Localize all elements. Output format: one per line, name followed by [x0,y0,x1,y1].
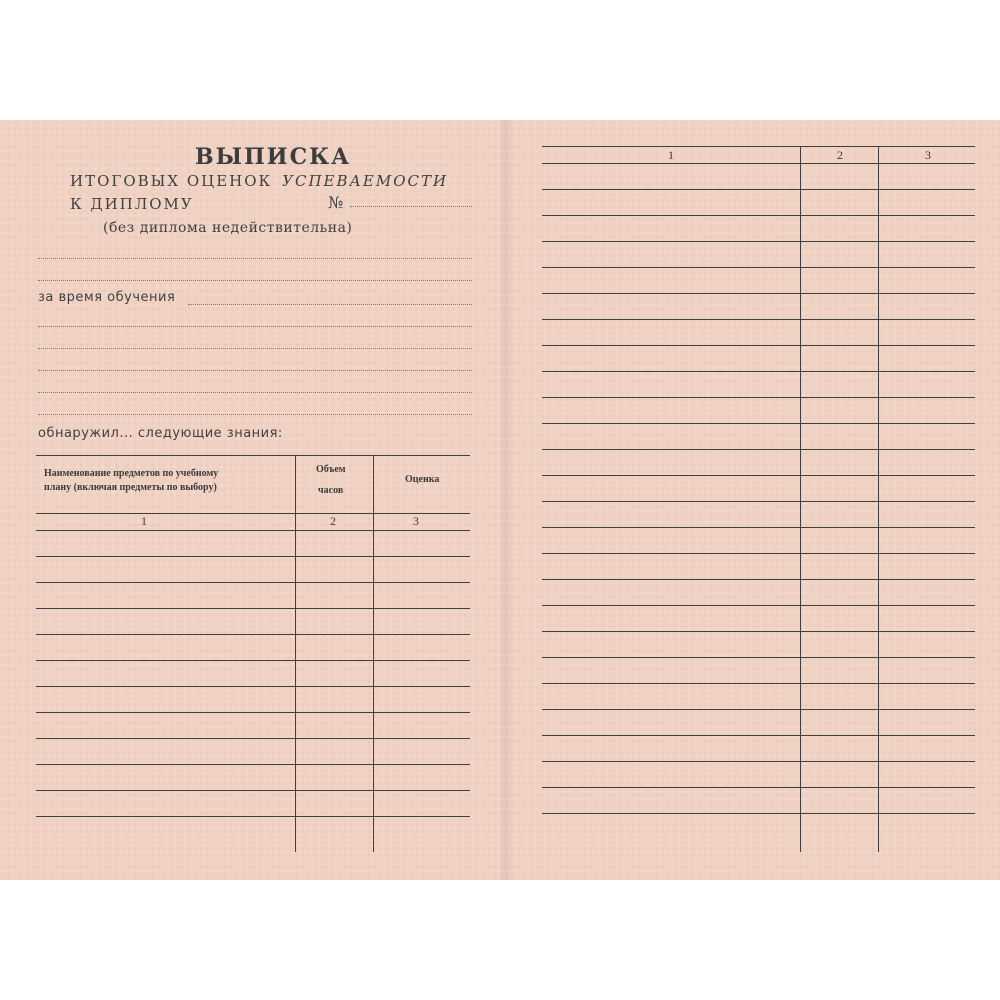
table-row-line [36,634,470,635]
table-row-line [36,530,470,531]
col3-header: Оценка [405,474,440,485]
table-row-line [542,189,975,190]
table-row-line [542,397,975,398]
table-top-border [36,455,470,456]
table-row-line [36,790,470,791]
info-field-line-4[interactable] [38,392,472,393]
col2-header-line-2: часов [318,485,344,496]
table-top-border [542,146,975,147]
table-row-line [542,423,975,424]
name-field-line-1[interactable] [38,258,472,259]
table-row-line [36,660,470,661]
table-row-line [542,735,975,736]
column-divider-1 [800,146,801,852]
column-divider-2 [878,146,879,852]
table-row-line [542,709,975,710]
document-title: ВЫПИСКА [195,144,352,170]
subtitle-part-1: ИТОГОВЫХ ОЦЕНОК [70,172,273,190]
column-number-1: 1 [141,514,147,528]
column-divider-2 [373,455,374,852]
table-row-line [542,241,975,242]
column-number-3: 3 [413,514,419,528]
col1-header-line-2: плану (включая предметы по выбору) [44,482,217,493]
number-sign: № [328,193,344,212]
knowledge-label: обнаружил... следующие знания: [38,426,283,441]
table-row-line [36,556,470,557]
diploma-number-field[interactable] [350,206,472,207]
info-field-line-5[interactable] [38,414,472,415]
table-row-line [542,527,975,528]
info-field-line-2[interactable] [38,348,472,349]
table-row-line [36,712,470,713]
table-row-line [542,553,975,554]
name-field-line-2[interactable] [38,280,472,281]
info-field-line-1[interactable] [38,326,472,327]
table-row-line [36,582,470,583]
right-page [510,120,1000,880]
table-row-line [36,816,470,817]
table-row-line [36,608,470,609]
diploma-label: К ДИПЛОМУ [70,195,194,213]
table-row-line [542,683,975,684]
table-row-line [542,813,975,814]
column-number-1: 1 [668,148,674,162]
left-page [0,120,500,880]
table-row-line [542,761,975,762]
table-row-line [542,579,975,580]
diploma-supplement-spread [0,120,1000,880]
column-number-3: 3 [925,148,931,162]
table-row-line [542,501,975,502]
table-row-line [36,738,470,739]
col1-header-line-1: Наименование предметов по учебному [44,468,219,479]
table-row-line [542,293,975,294]
table-row-line [542,319,975,320]
subtitle-part-2: УСПЕВАЕМОСТИ [282,172,449,190]
table-row-line [542,605,975,606]
document-subtitle [70,172,448,190]
info-field-line-3[interactable] [38,370,472,371]
table-row-line [542,631,975,632]
table-row-line [542,657,975,658]
col2-header-line-1: Объем [316,464,346,475]
table-row-line [542,345,975,346]
column-number-2: 2 [837,148,843,162]
study-period-field[interactable] [188,304,472,305]
column-number-2: 2 [330,514,336,528]
validity-note: (без диплома недействительна) [103,220,353,236]
table-row-line [542,215,975,216]
table-row-line [542,787,975,788]
table-row-line [36,764,470,765]
study-period-label: за время обучения [38,290,176,305]
table-row-line [542,371,975,372]
table-row-line [36,686,470,687]
column-divider-1 [295,455,296,852]
table-row-line [542,267,975,268]
table-row-line [542,475,975,476]
table-row-line [542,163,975,164]
table-row-line [542,449,975,450]
